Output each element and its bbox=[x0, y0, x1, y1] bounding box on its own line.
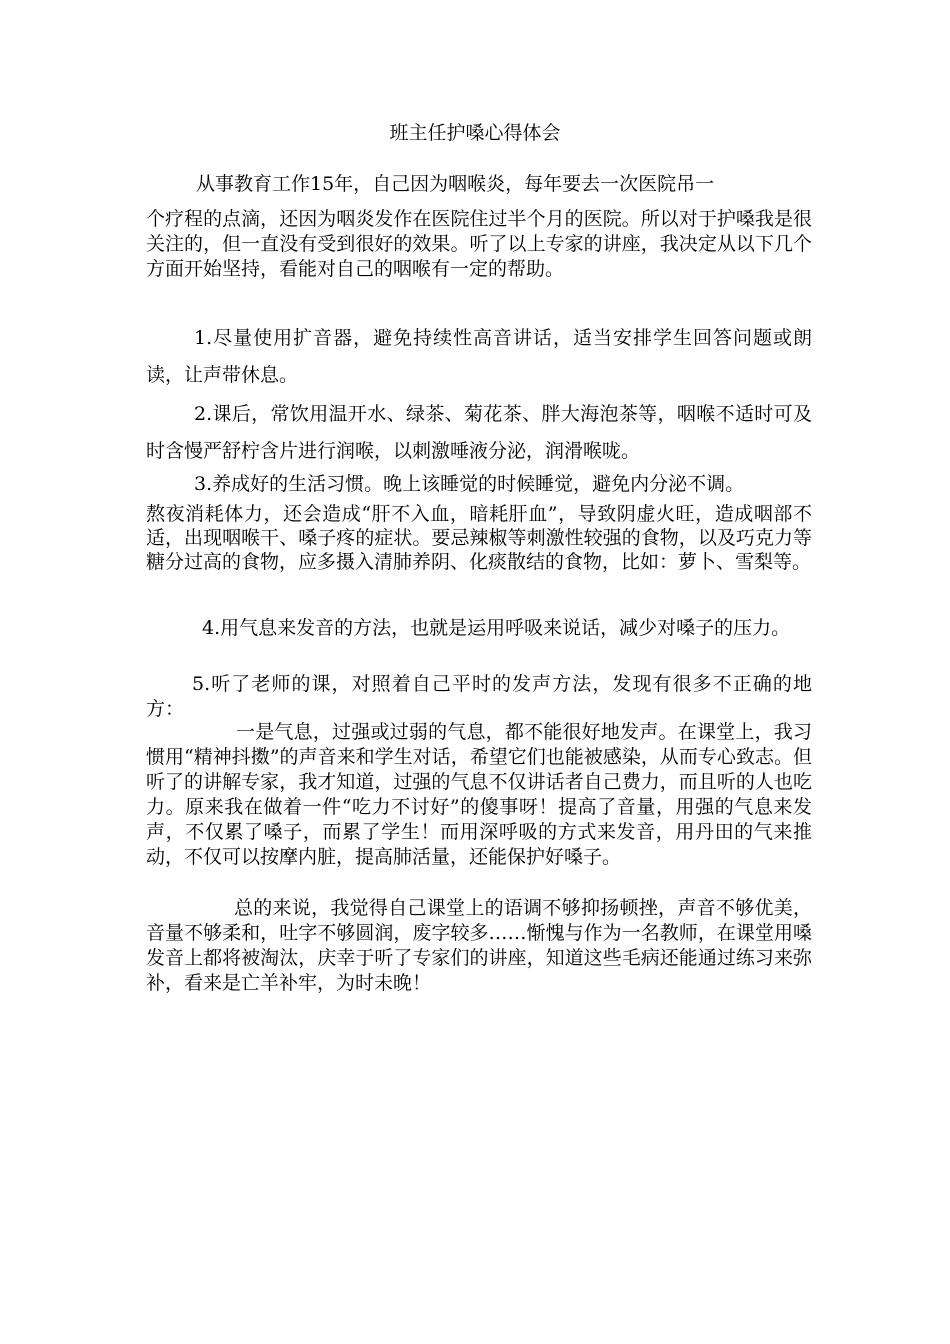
point-5-sub-paragraph: 一是气息，过强或过弱的气息，都不能很好地发声。在课堂上，我习惯用“精神抖擞”的声音来和学生对话，希望它们也能被感染，从而专心致志。但听了的讲解专家，我才知道，过强的气息不仅讲话者自己费力，而且听的人也吃力。原来我在做着一件“吃力不讨好”的傻事呀！提高了音量，用强的气息来发声，不仅累了嗓子，而累了学生！而用深呼吸的方式来发音，用丹田的气来推动，不仅可以按摩内脏，提高肺活量，还能保护好嗓子。 bbox=[146, 721, 812, 868]
point-5-paragraph: 5.听了老师的课，对照着自己平时的发声方法，发现有很多不正确的地方： bbox=[146, 673, 812, 720]
point-2-paragraph: 2.课后，常饮用温开水、绿茶、菊花茶、胖大海泡茶等，咽喉不适时可及时含慢严舒柠含片进行润喉，以刺激唾液分泌，润滑喉咙。 bbox=[146, 403, 812, 462]
document-title: 班主任护嗓心得体会 bbox=[389, 122, 561, 144]
conclusion-paragraph: 总的来说，我觉得自己课堂上的语调不够抑扬顿挫，声音不够优美，音量不够柔和，吐字不够圆润，废字较多……惭愧与作为一名教师，在课堂用嗓发音上都将被淘汰，庆幸于听了专家们的讲座，知道这些毛病还能通过练习来弥补，看来是亡羊补牢，为时未晚！ bbox=[146, 897, 812, 994]
point-1-paragraph: 1.尽量使用扩音器，避免持续性高音讲话，适当安排学生回答问题或朗读，让声带休息。 bbox=[146, 327, 812, 386]
point-4-paragraph: 4.用气息来发音的方法，也就是运用呼吸来说话，减少对嗓子的压力。 bbox=[202, 617, 791, 639]
point-3-rest: 熬夜消耗体力，还会造成“肝不入血，暗耗肝血”，导致阴虚火旺，造成咽部不适，出现咽喉干、嗓子疼的症状。要忌辣椒等刺激性较强的食物，以及巧克力等糖分过高的食物，应多摄入清肺养阴、化痰散结的食物，比如：萝卜、雪梨等。 bbox=[146, 503, 812, 573]
intro-paragraph bbox=[146, 166, 812, 282]
intro-first-line: 从事教育工作15年，自己因为咽喉炎，每年要去一次医院吊一 bbox=[196, 173, 715, 195]
point-3-paragraph bbox=[146, 470, 812, 574]
point-3-first-line: 3.养成好的生活习惯。晚上该睡觉的时候睡觉，避免内分泌不调。 bbox=[194, 473, 745, 495]
intro-rest: 个疗程的点滴，还因为咽炎发作在医院住过半个月的医院。所以对于护嗓我是很关注的，但一直没有受到很好的效果。听了以上专家的讲座，我决定从以下几个方面开始坚持，看能对自己的咽喉有一定的帮助。 bbox=[146, 208, 812, 280]
